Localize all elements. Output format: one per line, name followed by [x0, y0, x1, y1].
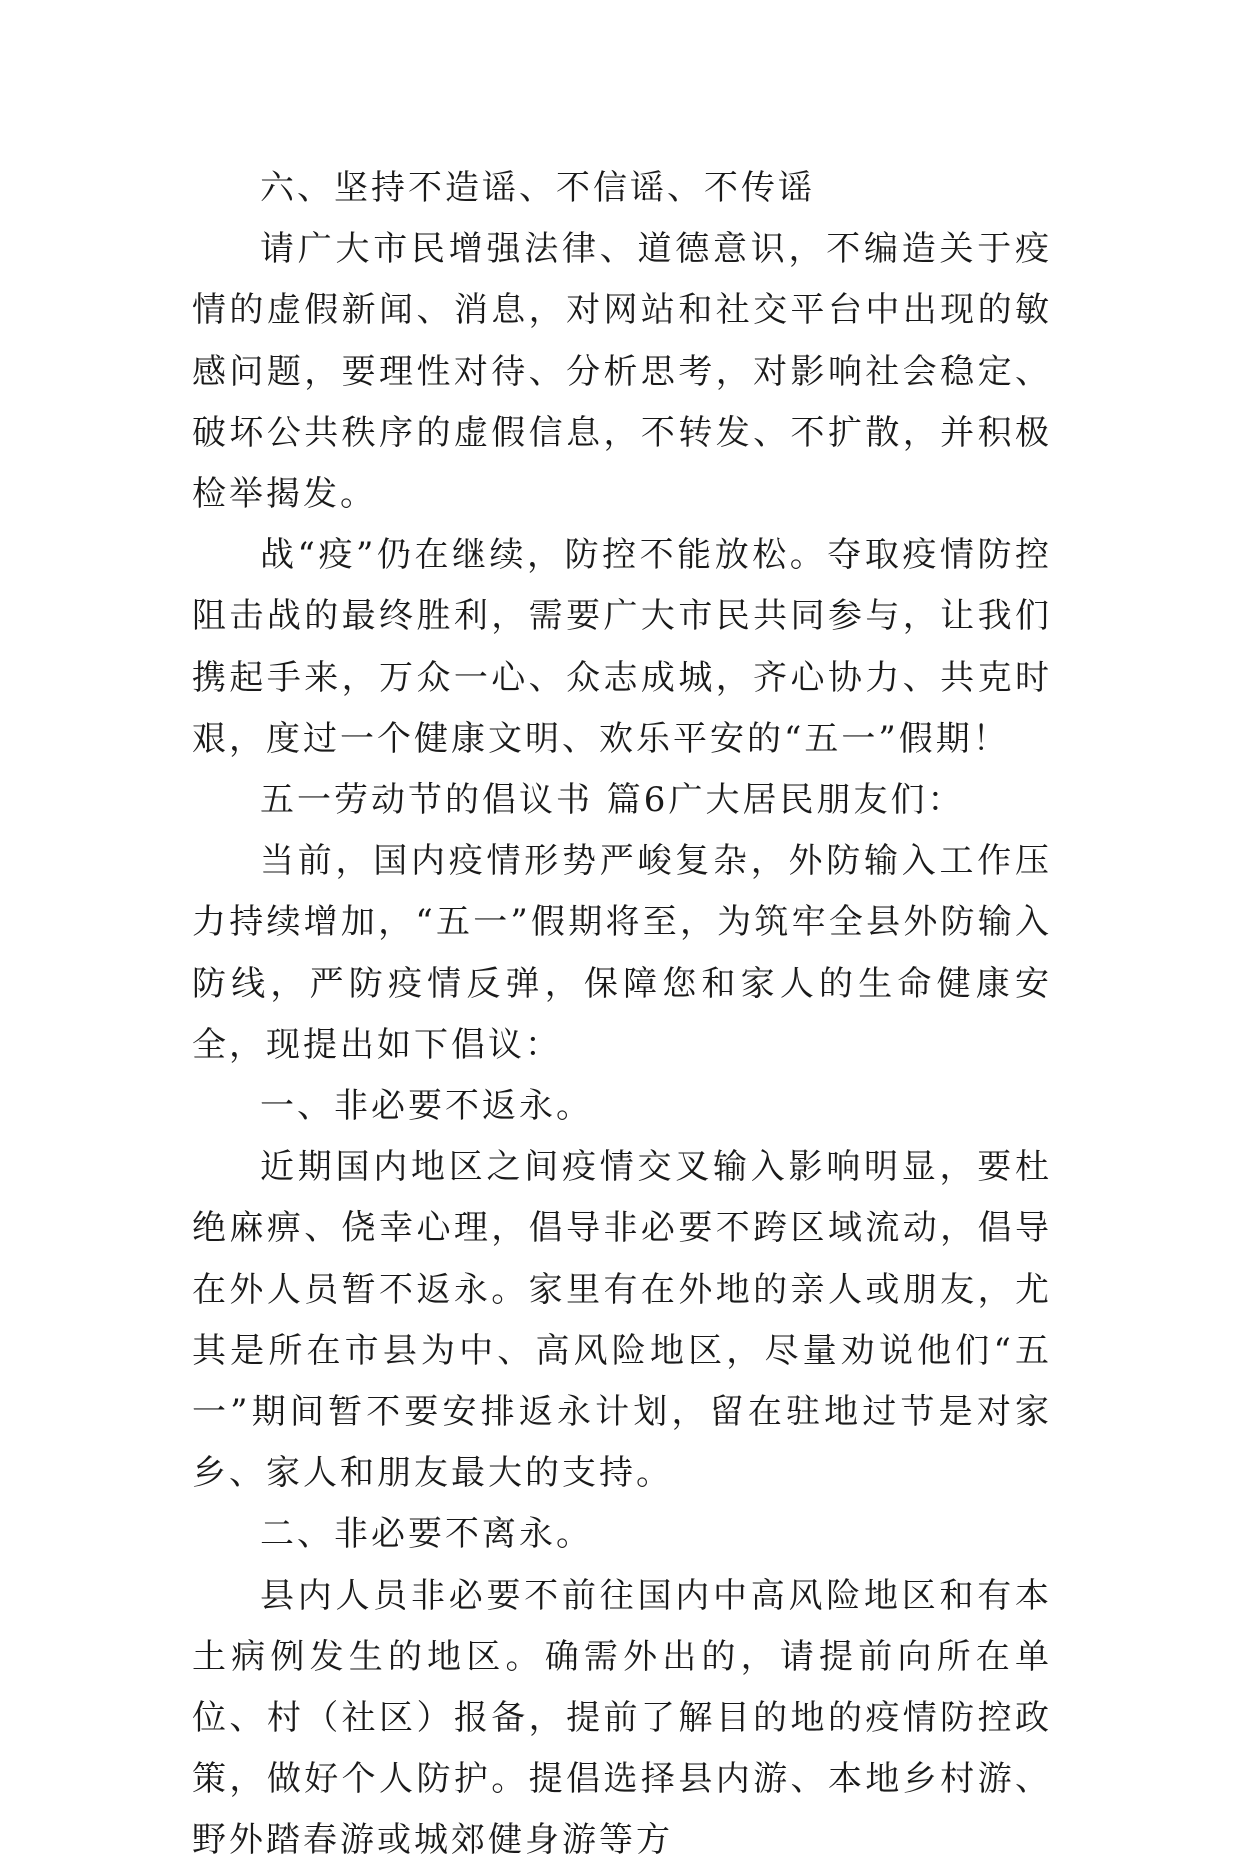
document-body	[192, 158, 1052, 1872]
paragraph-section-two: 县内人员非必要不前往国内中高风险地区和有本土病例发生的地区。确需外出的，请提前向所在单位、村（社区）报备，提前了解目的地的疫情防控政策，做好个人防护。提倡选择县内游、本地乡村游、野外踏春游或城郊健身游等方	[192, 1575, 1052, 1861]
section-heading-two: 二、非必要不离永。	[260, 1514, 593, 1555]
section-heading-six: 六、坚持不造谣、不信谣、不传谣	[260, 168, 815, 208]
paragraph-rumor-appeal: 请广大市民增强法律、道德意识，不编造关于疫情的虚假新闻、消息，对网站和社交平台中出现的敏感问题，要理性对待、分析思考，对影响社会稳定、破坏公共秩序的虚假信息，不转发、不扩散，并积极检举揭发。	[192, 229, 1052, 515]
paragraph-intro: 当前，国内疫情形势严峻复杂，外防输入工作压力持续增加，“五一”假期将至，为筑牢全县外防输入防线，严防疫情反弹，保障您和家人的生命健康安全，现提出如下倡议：	[192, 841, 1052, 1065]
proposal-heading-6: 五一劳动节的倡议书 篇6广大居民朋友们：	[260, 780, 965, 821]
section-heading-one: 一、非必要不返永。	[260, 1086, 593, 1127]
paragraph-section-one: 近期国内地区之间疫情交叉输入影响明显，要杜绝麻痹、侥幸心理，倡导非必要不跨区域流动，倡导在外人员暂不返永。家里有在外地的亲人或朋友，尤其是所在市县为中、高风险地区，尽量劝说他们“五一”期间暂不要安排返永计划，留在驻地过节是对家乡、家人和朋友最大的支持。	[192, 1147, 1052, 1494]
paragraph-closing-appeal: 战“疫”仍在继续，防控不能放松。夺取疫情防控阻击战的最终胜利，需要广大市民共同参与，让我们携起手来，万众一心、众志成城，齐心协力、共克时艰，度过一个健康文明、欢乐平安的“五一”假期！	[192, 535, 1052, 759]
